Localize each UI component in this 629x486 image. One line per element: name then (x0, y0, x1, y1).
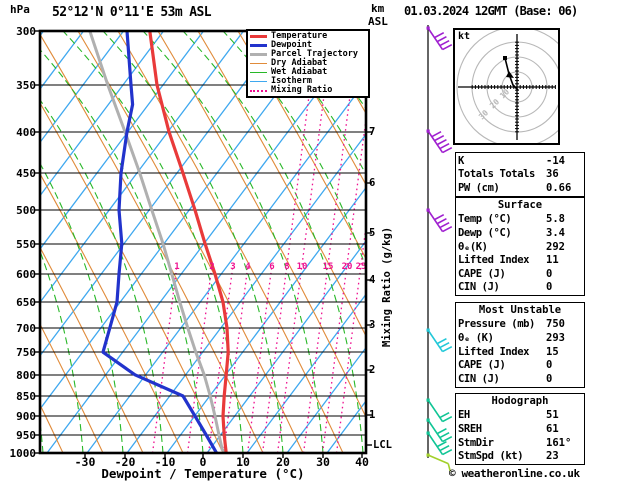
table-row (458, 213, 582, 227)
hodograph-plot (455, 30, 558, 143)
row-label: Temp (°C) (458, 213, 512, 226)
row-label: CIN (J) (458, 372, 500, 385)
wind-barb (427, 27, 452, 50)
temp-tick-label: 40 (355, 455, 369, 469)
isotherm-line-swatch (250, 81, 267, 83)
mixing-ratio-axis-title: Mixing Ratio (g/kg) (381, 226, 393, 347)
legend-label: Temperature (271, 31, 328, 41)
table-row (458, 168, 582, 182)
km-tick-label: 3 (369, 319, 376, 331)
wind-barb-column (427, 25, 452, 471)
svg-text:8: 8 (284, 262, 290, 272)
row-label: CIN (J) (458, 281, 500, 294)
row-label: Dewp (°C) (458, 226, 512, 239)
run-datetime: 01.03.2024 12GMT (Base: 06) (404, 4, 578, 18)
svg-text:1: 1 (174, 262, 180, 272)
pressure-tick-label: 500 (16, 204, 36, 217)
wind-barb (427, 432, 452, 455)
svg-text:20: 20 (488, 97, 502, 111)
row-label: CAPE (J) (458, 359, 506, 372)
wind-barb (427, 454, 451, 472)
row-value: 3.4 (546, 226, 565, 239)
pressure-tick-label: 950 (16, 429, 36, 442)
km-tick-label: 4 (369, 274, 376, 286)
hodograph-stats-table (455, 393, 585, 465)
row-label: Lifted Index (458, 345, 530, 358)
svg-text:20: 20 (341, 262, 353, 272)
pressure-axis-unit: hPa (10, 3, 30, 16)
height-axis-unit-km: km (371, 2, 385, 15)
table-row (458, 436, 582, 450)
temp-tick-label: 30 (316, 455, 330, 469)
km-tick-label: 7 (369, 126, 376, 138)
row-label: PW (cm) (458, 181, 500, 194)
page-title: 52°12'N 0°11'E 53m ASL (52, 5, 211, 20)
dewpoint-line-swatch (250, 44, 267, 47)
row-label: θₑ (K) (458, 331, 494, 344)
table-row (458, 345, 582, 359)
row-label: StmDir (458, 436, 494, 449)
row-label: StmSpd (kt) (458, 450, 524, 463)
legend-label: Wet Adiabat (271, 67, 328, 77)
legend-row (250, 86, 368, 95)
section-title: Most Unstable (478, 304, 562, 316)
row-label: SREH (458, 422, 482, 435)
x-axis-title: Dewpoint / Temperature (°C) (101, 466, 305, 481)
pressure-tick-label: 300 (16, 25, 36, 38)
temp-tick-label: 10 (236, 455, 250, 469)
pressure-tick-label: 850 (16, 390, 36, 403)
temp-tick-label: -20 (114, 455, 136, 469)
table-row (458, 318, 582, 332)
km-tick-label: 5 (369, 227, 376, 239)
pressure-tick-label: 550 (16, 238, 36, 251)
table-row (458, 253, 582, 267)
wet-adiabat-line-swatch (250, 72, 267, 74)
svg-text:3: 3 (230, 262, 236, 272)
row-value: -14 (546, 154, 565, 167)
svg-text:25: 25 (355, 262, 367, 272)
row-value: 0 (546, 359, 553, 372)
pressure-tick-label: 650 (16, 296, 36, 309)
pressure-tick-label: 450 (16, 167, 36, 180)
km-tick-label: 1 (369, 409, 376, 421)
sounding-curves (90, 31, 228, 453)
svg-text:10: 10 (296, 262, 308, 272)
table-row (458, 281, 582, 295)
row-value: 51 (546, 409, 559, 422)
row-label: CAPE (J) (458, 267, 506, 280)
row-value: 23 (546, 450, 559, 463)
table-row (458, 226, 582, 240)
wind-barb (427, 209, 452, 232)
temp-tick-label: 0 (199, 455, 207, 469)
legend-label: Parcel Trajectory (271, 49, 358, 59)
svg-text:30: 30 (477, 108, 491, 122)
row-value: 750 (546, 318, 565, 331)
mixing-ratio-labels (174, 262, 366, 272)
row-label: θₑ(K) (458, 240, 488, 253)
row-label: Lifted Index (458, 254, 530, 267)
dry-adiabat-line-swatch (250, 63, 267, 65)
svg-text:15: 15 (322, 262, 334, 272)
section-title: Hodograph (491, 395, 549, 407)
surface-table (455, 197, 585, 296)
wind-barb (427, 329, 452, 352)
table-row (458, 267, 582, 281)
pressure-tick-label: 600 (16, 268, 36, 281)
temp-tick-label: -10 (154, 455, 176, 469)
lcl-marker-label: LCL (373, 439, 392, 451)
pressure-tick-label: 400 (16, 126, 36, 139)
table-row (458, 240, 582, 254)
svg-text:10: 10 (498, 87, 512, 101)
km-tick-label: 6 (369, 177, 376, 189)
row-value: 0 (546, 281, 553, 294)
row-value: 293 (546, 331, 565, 344)
svg-text:4: 4 (245, 262, 251, 272)
height-axis-unit-asl: ASL (368, 15, 388, 28)
table-row (458, 372, 582, 386)
row-value: 0 (546, 372, 553, 385)
row-label: Totals Totals (458, 168, 535, 181)
km-tick-label: 2 (369, 364, 376, 376)
hodograph-panel (453, 28, 560, 145)
mixing-ratio-line-swatch (250, 90, 267, 92)
temp-tick-label: -30 (74, 455, 96, 469)
wind-barb (427, 130, 452, 153)
pressure-tick-label: 1000 (9, 447, 36, 460)
legend-label: Dewpoint (271, 40, 312, 50)
table-row (458, 449, 582, 463)
row-value: 36 (546, 168, 559, 181)
table-row (458, 422, 582, 436)
most-unstable-table (455, 302, 585, 388)
table-row (458, 331, 582, 345)
pressure-tick-label: 350 (16, 79, 36, 92)
table-row (458, 358, 582, 372)
row-value: 0.66 (546, 181, 572, 194)
row-value: 292 (546, 240, 565, 253)
pressure-tick-label: 900 (16, 410, 36, 423)
wind-barb (427, 419, 452, 442)
temp-tick-label: 20 (276, 455, 290, 469)
indices-table (455, 152, 585, 197)
parcel-line-swatch (250, 53, 267, 56)
table-row (458, 154, 582, 168)
legend-label: Mixing Ratio (271, 85, 333, 95)
section-title: Surface (497, 199, 543, 211)
table-row (458, 409, 582, 423)
row-value: 161° (546, 436, 572, 449)
legend-label: Isotherm (271, 76, 312, 86)
temperature-line-swatch (250, 35, 267, 38)
pressure-tick-label: 750 (16, 346, 36, 359)
copyright-text: © weatheronline.co.uk (449, 467, 580, 480)
legend-label: Dry Adiabat (271, 58, 328, 68)
svg-text:6: 6 (269, 262, 275, 272)
legend (246, 29, 370, 98)
row-value: 0 (546, 267, 553, 280)
row-value: 5.8 (546, 213, 565, 226)
hodograph-unit-label: kt (458, 31, 471, 42)
pressure-tick-label: 800 (16, 369, 36, 382)
pressure-tick-label: 700 (16, 322, 36, 335)
row-value: 11 (546, 254, 559, 267)
row-label: EH (458, 409, 470, 422)
svg-text:2: 2 (209, 262, 215, 272)
table-row (458, 181, 582, 195)
row-label: Pressure (mb) (458, 318, 535, 331)
row-value: 15 (546, 345, 559, 358)
row-label: K (458, 154, 464, 167)
wind-barb (427, 399, 452, 422)
row-value: 61 (546, 422, 559, 435)
